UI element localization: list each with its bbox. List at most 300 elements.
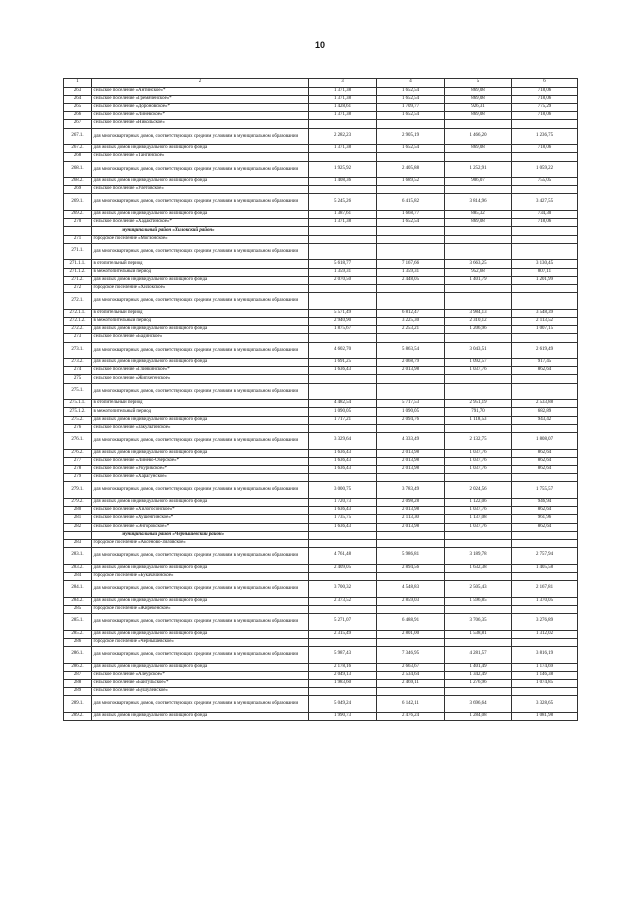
table-row [64,449,578,457]
table-row [64,276,578,284]
tariff-value-cell: 1 652,54 [377,219,445,227]
tariff-value-cell: 2 534,64 [377,671,445,679]
tariff-value-cell [309,153,377,161]
row-number-cell: 276.1. [64,433,92,450]
row-number-cell: 285.2. [64,630,92,638]
tariff-value-cell: 2 113,30 [377,515,445,523]
settlement-name-cell: городское поселение «Аксёново-Зиловское» [92,539,309,547]
row-number-cell: 272.1. [64,293,92,310]
tariff-value-cell [377,383,445,400]
tariff-value-cell [445,605,512,613]
row-number-cell: 280 [64,507,92,515]
tariff-value-cell: 1 990,73 [309,712,377,720]
tariff-value-cell: 718,06 [512,95,578,103]
row-number-cell: 274 [64,367,92,375]
settlement-name-cell: сельское поселение «Тангинское» [92,153,309,161]
row-number-cell: 268.1. [64,161,92,178]
tariff-value-cell [377,153,445,161]
tariff-value-cell: 791,70 [445,408,512,416]
row-number-cell: 282 [64,523,92,531]
table-row [64,523,578,531]
tariff-value-cell [445,284,512,292]
tariff-value-cell: 1 709,77 [377,103,445,111]
tariff-value-cell: 2 619,49 [512,342,578,359]
tariff-value-cell [309,539,377,547]
tariff-value-cell [512,531,578,539]
tariff-value-cell [512,605,578,613]
row-number-cell: 288 [64,679,92,687]
tariff-value-cell [309,474,377,482]
table-row [64,482,578,499]
tariff-value-cell: 1 090,05 [309,408,377,416]
table-row [64,688,578,696]
table-row [64,581,578,598]
table-row [64,433,578,450]
tariff-value-cell: 2 282,23 [309,128,377,145]
tariff-value-cell: 1 007,15 [512,326,578,334]
tariff-value-cell: 2 315,49 [309,630,377,638]
tariff-value-cell: 2 013,98 [377,449,445,457]
table-row [64,408,578,416]
tariff-value-cell [377,293,445,310]
tariff-value-cell: 1 636,43 [309,465,377,473]
row-number-cell: 271.1.2. [64,268,92,276]
tariff-value-cell [377,638,445,646]
tariff-value-cell: 1 652,54 [377,87,445,95]
tariff-value-cell: 4 602,70 [309,342,377,359]
table-row [64,630,578,638]
settlement-name-cell: для жилых домов индивидуального жилищного фонда [92,145,309,153]
settlement-name-cell: для многоквартирных домов, соответствующих средним условиям в муниципальном образовании [92,581,309,598]
tariff-value-cell: 1 037,76 [445,507,512,515]
tariff-value-cell: 3 276,89 [512,614,578,631]
tariff-value-cell: 869,08 [445,87,512,95]
tariff-value-cell: 1 371,38 [309,219,377,227]
table-row [64,359,578,367]
tariff-value-cell: 2 505,43 [445,581,512,598]
tariff-value-cell [445,474,512,482]
tariff-value-cell: 1 201,99 [512,276,578,284]
tariff-value-cell: 1 401,49 [445,663,512,671]
tariff-value-cell: 1 146,38 [512,671,578,679]
tariff-value-cell: 3 984,13 [445,309,512,317]
tariff-value-cell: 1 118,53 [445,416,512,424]
settlement-name-cell: сельское поселение «Хушенгинское»* [92,515,309,523]
tariff-value-cell [445,235,512,243]
tariff-value-cell: 5 571,49 [309,309,377,317]
tariff-value-cell [512,638,578,646]
tariff-value-cell [309,688,377,696]
tariff-value-cell: 755,05 [512,178,578,186]
table-row [64,712,578,720]
table-row [64,334,578,342]
tariff-value-cell: 1 466,20 [445,128,512,145]
settlement-name-cell: для многоквартирных домов, соответствующих средним условиям в муниципальном образовании [92,128,309,145]
tariff-value-cell: 775,29 [512,103,578,111]
tariff-value-cell [377,227,445,235]
row-number-cell: 271.1.1. [64,260,92,268]
settlement-name-cell: для многоквартирных домов, соответствующих средним условиям в муниципальном образовании [92,646,309,663]
settlement-name-cell: сельское поселение «Антинское»* [92,87,309,95]
row-number-cell: 289.1. [64,696,92,713]
row-number-cell: 269.2. [64,211,92,219]
tariff-table [63,78,578,721]
table-row [64,474,578,482]
tariff-value-cell: 2 894,56 [377,564,445,572]
row-number-cell: 284.2. [64,597,92,605]
tariff-value-cell: 2 905,19 [377,128,445,145]
column-header: 5 [445,79,512,88]
tariff-value-cell: 1 037,76 [445,449,512,457]
tariff-value-cell [512,375,578,383]
table-row [64,145,578,153]
tariff-value-cell: 1 092,57 [445,359,512,367]
tariff-value-cell: 3 696,64 [445,696,512,713]
settlement-name-cell: городское поселение «Жирекенское» [92,605,309,613]
table-row [64,383,578,400]
settlement-name-cell: сельское поселение «Линевское»* [92,112,309,120]
tariff-value-cell: 926,31 [445,103,512,111]
table-row [64,507,578,515]
settlement-name-cell: в межотопительный период [92,268,309,276]
tariff-value-cell: 3 816,19 [512,646,578,663]
tariff-value-cell: 2 448,05 [377,276,445,284]
settlement-name-cell: сельское поселение «Харагунское» [92,474,309,482]
tariff-value-cell: 3 427,55 [512,194,578,211]
row-number-cell: 270 [64,219,92,227]
table-row [64,416,578,424]
settlement-name-cell: для жилых домов индивидуального жилищного фонда [92,211,309,219]
tariff-value-cell [309,186,377,194]
tariff-value-cell: 2 070,50 [309,276,377,284]
table-row [64,646,578,663]
tariff-value-cell [512,383,578,400]
settlement-name-cell: в отопительный период [92,260,309,268]
tariff-value-cell: 1 371,38 [309,87,377,95]
settlement-name-cell: для многоквартирных домов, соответствующих средним условиям в муниципальном образовании [92,696,309,713]
tariff-value-cell [377,539,445,547]
table-row [64,153,578,161]
tariff-value-cell: 1 387,61 [309,211,377,219]
tariff-value-cell: 3 706,35 [445,614,512,631]
row-number-cell: 276.2. [64,449,92,457]
row-number-cell: 285.1. [64,614,92,631]
tariff-value-cell: 2 253,21 [377,326,445,334]
column-header: 2 [92,79,309,88]
tariff-value-cell [309,605,377,613]
settlement-name-cell: для жилых домов индивидуального жилищного фонда [92,630,309,638]
row-number-cell: 275 [64,375,92,383]
tariff-value-cell: 1 312,02 [512,630,578,638]
tariff-value-cell: 1 925,92 [309,161,377,178]
column-header: 3 [309,79,377,88]
row-number-cell: 289 [64,688,92,696]
tariff-value-cell: 1 408,36 [309,178,377,186]
tariff-value-cell [377,474,445,482]
tariff-value-cell: 6 415,82 [377,194,445,211]
row-number-cell: 283.1. [64,548,92,565]
tariff-value-cell: 869,08 [445,145,512,153]
tariff-value-cell [309,334,377,342]
tariff-value-cell: 1 632,38 [445,564,512,572]
tariff-table-container [63,78,577,721]
settlement-name-cell: городское поселение «Чернышевское» [92,638,309,646]
settlement-name-cell: для многоквартирных домов, соответствующих средним условиям в муниципальном образовании [92,243,309,260]
tariff-value-cell: 1 808,07 [512,433,578,450]
tariff-value-cell [377,375,445,383]
row-number-cell: 275.2. [64,416,92,424]
tariff-value-cell: 1 668,77 [377,211,445,219]
row-number-cell [64,531,92,539]
tariff-value-cell [512,153,578,161]
tariff-value-cell [377,243,445,260]
settlement-name-cell: для многоквартирных домов, соответствующих средним условиям в муниципальном образовании [92,482,309,499]
tariff-value-cell: 1 636,43 [309,523,377,531]
tariff-value-cell: 1 122,06 [445,498,512,506]
row-number-cell: 286.1. [64,646,92,663]
tariff-value-cell [309,531,377,539]
tariff-value-cell [512,474,578,482]
settlement-name-cell: для многоквартирных домов, соответствующих средним условиям в муниципальном образовании [92,342,309,359]
tariff-value-cell [309,383,377,400]
tariff-value-cell: 3 783,49 [377,482,445,499]
table-row [64,342,578,359]
row-number-cell: 278 [64,465,92,473]
tariff-value-cell: 1 428,61 [309,103,377,111]
tariff-value-cell [445,375,512,383]
tariff-value-cell [309,572,377,580]
table-row [64,548,578,565]
tariff-value-cell [445,572,512,580]
row-number-cell: 275.1.1. [64,400,92,408]
column-header: 6 [512,79,578,88]
table-header-row [64,79,578,88]
tariff-value-cell: 1 652,54 [377,145,445,153]
tariff-value-cell: 718,06 [512,219,578,227]
tariff-value-cell [445,539,512,547]
tariff-value-cell [377,186,445,194]
settlement-name-cell: городское поселение «Букачачинское» [92,572,309,580]
tariff-value-cell: 946,94 [512,498,578,506]
tariff-value-cell: 1 090,05 [377,408,445,416]
tariff-value-cell [512,334,578,342]
settlement-name-cell: для многоквартирных домов, соответствующих средним условиям в муниципальном образовании [92,548,309,565]
tariff-value-cell [377,120,445,128]
row-number-cell: 273.2. [64,359,92,367]
settlement-name-cell: в межотопительный период [92,408,309,416]
table-row [64,178,578,186]
tariff-value-cell [377,334,445,342]
district-name-cell: муниципальный район «Хилокский район» [92,227,309,235]
tariff-value-cell: 2 951,19 [445,400,512,408]
row-number-cell: 284 [64,572,92,580]
page-number: 10 [314,40,325,50]
tariff-value-cell [445,243,512,260]
settlement-name-cell: сельское поселение «Гремяченское»* [92,95,309,103]
table-row [64,539,578,547]
table-row [64,375,578,383]
row-number-cell: 287 [64,671,92,679]
table-row [64,515,578,523]
settlement-name-cell: сельское поселение «Линёво-Озёрское»* [92,457,309,465]
row-number-cell: 263 [64,87,92,95]
tariff-value-cell: 1 636,43 [309,367,377,375]
settlement-name-cell: сельское поселение «Бушулейское» [92,688,309,696]
table-row [64,95,578,103]
settlement-name-cell: для жилых домов индивидуального жилищного фонда [92,416,309,424]
tariff-value-cell: 2 013,98 [377,465,445,473]
tariff-value-cell: 2 405,88 [377,161,445,178]
tariff-value-cell: 869,08 [445,219,512,227]
table-row [64,564,578,572]
tariff-value-cell [512,688,578,696]
tariff-value-cell: 2 757,94 [512,548,578,565]
tariff-value-cell [445,383,512,400]
tariff-value-cell: 3 814,96 [445,194,512,211]
column-header: 4 [377,79,445,88]
tariff-value-cell: 1 652,54 [377,95,445,103]
row-number-cell: 267.1. [64,128,92,145]
row-number-cell: 273 [64,334,92,342]
tariff-value-cell: 4 333,49 [377,433,445,450]
row-number-cell: 272.2. [64,326,92,334]
tariff-value-cell [309,227,377,235]
tariff-value-cell [445,186,512,194]
tariff-value-cell: 2 310,12 [445,317,512,325]
table-row [64,679,578,687]
tariff-value-cell: 3 000,75 [309,482,377,499]
settlement-name-cell: сельское поселение «Улетовское» [92,186,309,194]
settlement-name-cell: для многоквартирных домов, соответствующих средним условиям в муниципальном образовании [92,194,309,211]
tariff-value-cell: 869,08 [445,112,512,120]
tariff-value-cell: 961,96 [512,515,578,523]
tariff-value-cell: 4 548,83 [377,581,445,598]
tariff-value-cell [309,284,377,292]
table-row [64,605,578,613]
row-number-cell: 268.2. [64,178,92,186]
tariff-value-cell [512,539,578,547]
tariff-value-cell: 1 037,76 [445,465,512,473]
tariff-value-cell [512,293,578,310]
tariff-value-cell [445,334,512,342]
tariff-value-cell: 3 225,30 [377,317,445,325]
tariff-value-cell: 4 482,54 [309,400,377,408]
table-row [64,128,578,145]
settlement-name-cell: для жилых домов индивидуального жилищного фонда [92,276,309,284]
row-number-cell: 264 [64,95,92,103]
tariff-value-cell: 917,45 [512,359,578,367]
tariff-value-cell: 906,07 [445,178,512,186]
tariff-value-cell: 1 074,85 [512,679,578,687]
tariff-value-cell: 885,32 [445,211,512,219]
row-number-cell: 267.2. [64,145,92,153]
row-number-cell: 289.2. [64,712,92,720]
tariff-value-cell: 1 636,43 [309,507,377,515]
tariff-value-cell [445,531,512,539]
tariff-value-cell: 1 276,96 [445,679,512,687]
table-row [64,400,578,408]
tariff-value-cell: 1 284,08 [445,712,512,720]
tariff-value-cell: 5 717,53 [377,400,445,408]
tariff-value-cell: 1 652,54 [377,112,445,120]
tariff-value-cell: 1 717,21 [309,416,377,424]
tariff-value-cell: 1 236,75 [512,128,578,145]
row-number-cell: 271 [64,235,92,243]
tariff-value-cell: 4 281,57 [445,646,512,663]
table-row [64,211,578,219]
tariff-value-cell: 2 094,76 [377,416,445,424]
tariff-value-cell [445,120,512,128]
tariff-value-cell: 1 875,67 [309,326,377,334]
row-number-cell: 267 [64,120,92,128]
table-row [64,120,578,128]
settlement-name-cell: в межотопительный период [92,317,309,325]
settlement-name-cell: в отопительный период [92,309,309,317]
settlement-name-cell: сельское поселение «Бадинское» [92,334,309,342]
tariff-value-cell: 1 370,05 [512,597,578,605]
tariff-value-cell: 5 986,81 [377,548,445,565]
tariff-value-cell: 682,89 [512,408,578,416]
tariff-value-cell [377,235,445,243]
settlement-name-cell: для многоквартирных домов, соответствующих средним условиям в муниципальном образовании [92,293,309,310]
table-row [64,457,578,465]
tariff-value-cell [377,424,445,432]
tariff-value-cell: 2 068,79 [377,359,445,367]
table-row [64,498,578,506]
row-number-cell: 269 [64,186,92,194]
tariff-value-cell: 1 371,38 [309,145,377,153]
tariff-value-cell: 718,06 [512,145,578,153]
tariff-value-cell: 1 206,96 [445,326,512,334]
tariff-value-cell: 5 245,26 [309,194,377,211]
tariff-value-cell: 2 132,75 [445,433,512,450]
tariff-value-cell: 718,06 [512,112,578,120]
settlement-name-cell: для жилых домов индивидуального жилищного фонда [92,326,309,334]
tariff-value-cell: 1 037,76 [445,523,512,531]
row-number-cell: 286 [64,638,92,646]
tariff-value-cell: 6 488,91 [377,614,445,631]
tariff-value-cell [512,424,578,432]
table-row [64,268,578,276]
tariff-value-cell: 1 401,79 [445,276,512,284]
tariff-value-cell: 1 735,75 [309,515,377,523]
tariff-value-cell: 862,64 [512,507,578,515]
tariff-value-cell: 1 174,69 [512,663,578,671]
tariff-value-cell [309,120,377,128]
settlement-name-cell: сельское поселение «Хадактинское»* [92,219,309,227]
row-number-cell: 275.1. [64,383,92,400]
table-row [64,284,578,292]
tariff-value-cell: 1 037,76 [445,367,512,375]
tariff-value-cell [309,293,377,310]
tariff-value-cell: 2 024,56 [445,482,512,499]
row-number-cell: 286.2. [64,663,92,671]
district-name-cell: муниципальный район «Чернышевский район» [92,531,309,539]
table-row [64,161,578,178]
tariff-value-cell: 2 049,13 [309,671,377,679]
row-number-cell: 279.1. [64,482,92,499]
tariff-value-cell [377,605,445,613]
tariff-value-cell [377,572,445,580]
tariff-value-cell: 1 983,60 [309,679,377,687]
tariff-value-cell: 3 548,39 [512,309,578,317]
row-number-cell: 279.2. [64,498,92,506]
row-number-cell: 265 [64,103,92,111]
tariff-value-cell: 862,64 [512,457,578,465]
tariff-value-cell: 862,64 [512,449,578,457]
tariff-value-cell: 1 405,58 [512,564,578,572]
tariff-value-cell: 1 342,49 [445,671,512,679]
